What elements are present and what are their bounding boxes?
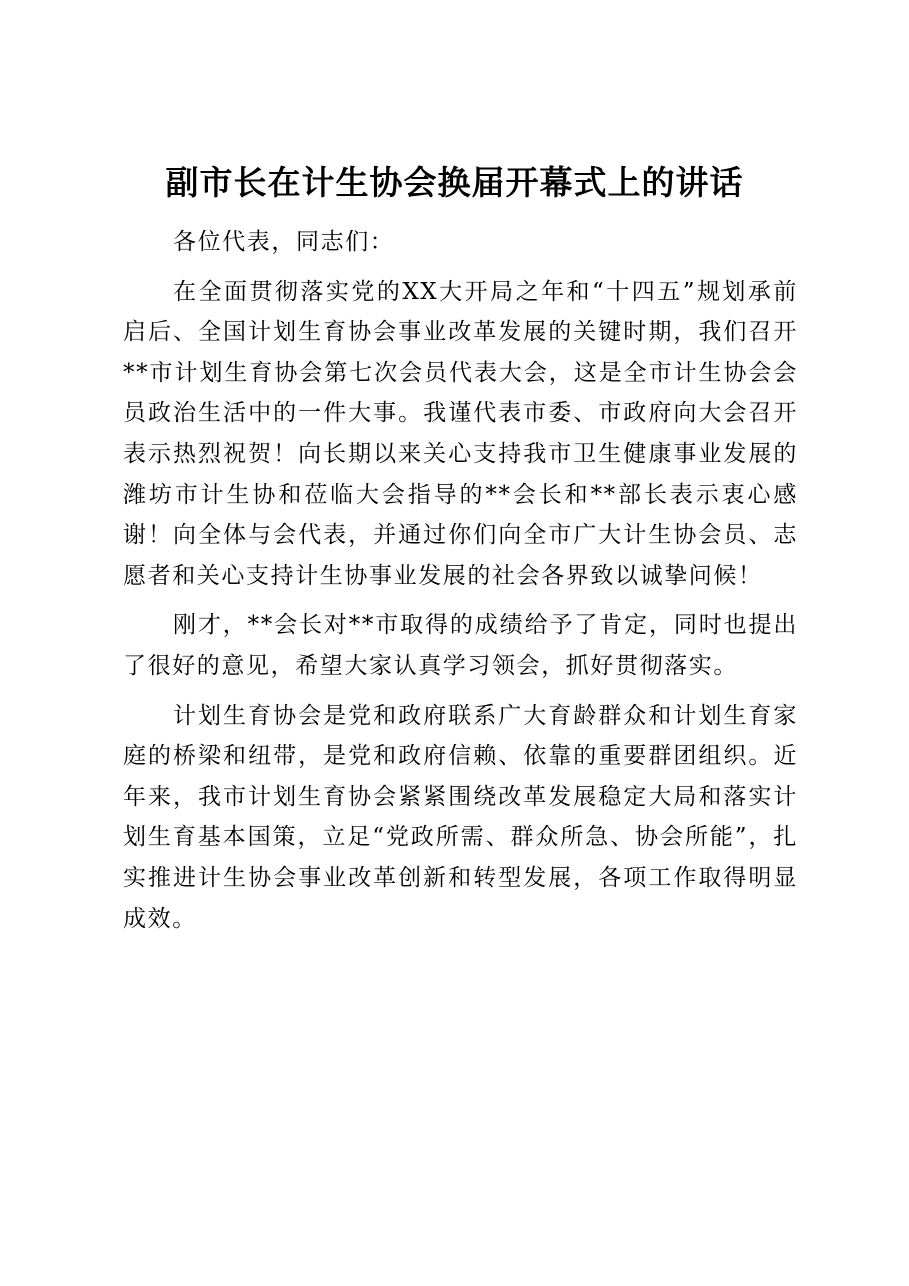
document-body bbox=[123, 222, 798, 948]
body-paragraph: 在全面贯彻落实党的XX大开局之年和“十四五”规划承前启后、全国计划生育协会事业改革发展的关键时期，我们召开**市计划生育协会第七次会员代表大会，这是全市计生协会会员政治生活中的一件大事。我谨代表市委、市政府向大会召开表示热烈祝贺！向长期以来关心支持我市卫生健康事业发展的潍坊市计生协和莅临大会指导的**会长和**部长表示衷心感谢！向全体与会代表，并通过你们向全市广大计生协会员、志愿者和关心支持计生协事业发展的社会各界致以诚挚问候！ bbox=[123, 278, 798, 589]
body-paragraph: 刚才，**会长对**市取得的成绩给予了肯定，同时也提出了很好的意见，希望大家认真学习领会，抓好贯彻落实。 bbox=[123, 612, 798, 679]
document-title: 副市长在计生协会换届开幕式上的讲话 bbox=[165, 163, 744, 202]
salutation-paragraph: 各位代表，同志们： bbox=[173, 229, 395, 255]
body-paragraph: 计划生育协会是党和政府联系广大育龄群众和计划生育家庭的桥梁和纽带，是党和政府信赖、依靠的重要群团组织。近年来，我市计划生育协会紧紧围绕改革发展稳定大局和落实计划生育基本国策，立足“党政所需、群众所急、协会所能”，扎实推进计生协会事业改革创新和转型发展，各项工作取得明显成效。 bbox=[123, 702, 798, 932]
